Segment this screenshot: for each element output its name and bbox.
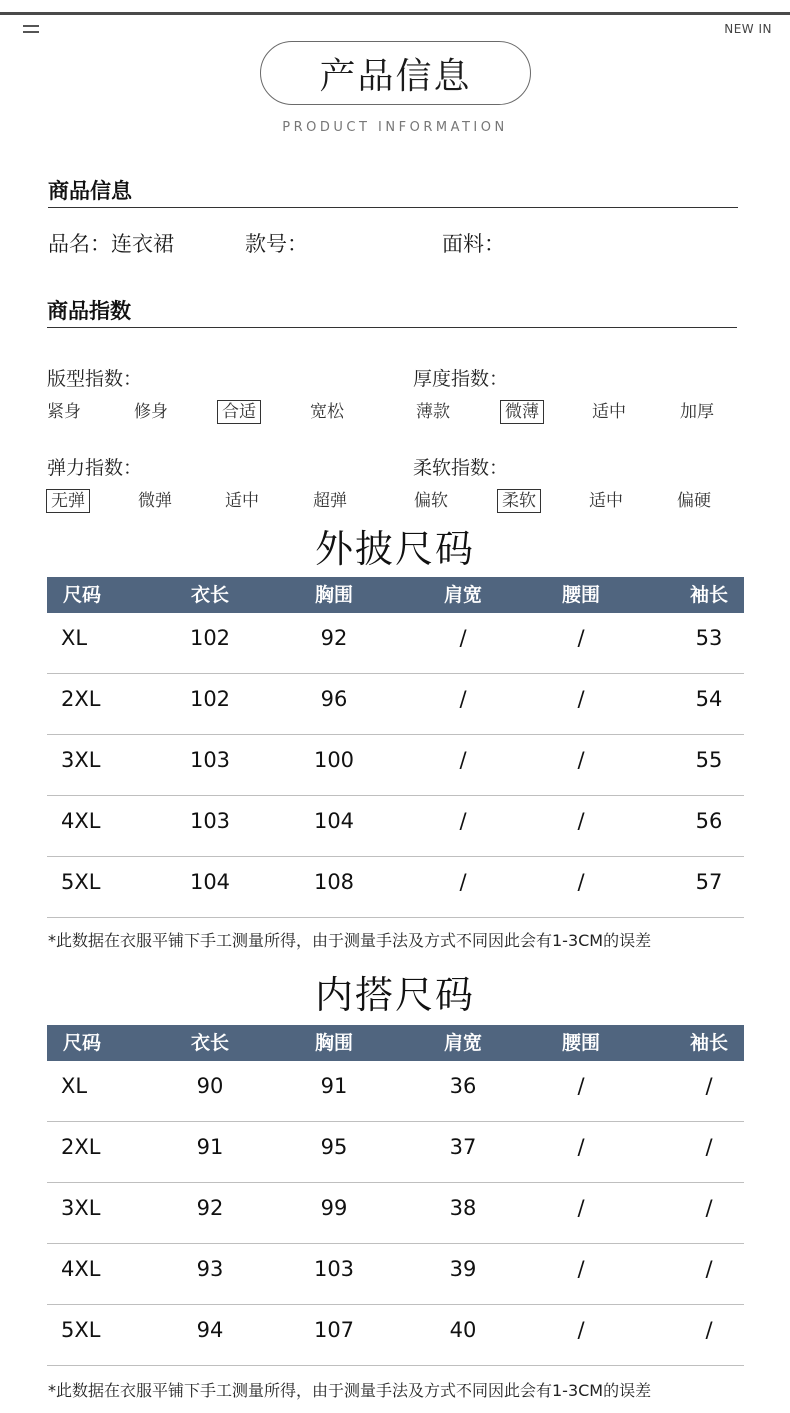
fabric: 面料： <box>442 232 505 256</box>
measurement-note: *此数据在衣服平铺下手工测量所得，由于测量手法及方式不同因此会有1-3CM的误差 <box>48 1381 652 1400</box>
column-header: 肩宽 <box>443 1032 482 1054</box>
outer-size-title: 外披尺码 <box>314 527 475 571</box>
column-header: 肩宽 <box>443 584 482 606</box>
table-cell: 40 <box>449 1318 477 1342</box>
column-header: 腰围 <box>561 584 600 606</box>
elasticity-option: 超弹 <box>313 491 347 511</box>
inner-size-title: 内搭尺码 <box>314 973 475 1017</box>
table-cell: 4XL <box>61 809 101 833</box>
table-cell: 92 <box>196 1196 224 1220</box>
softness-option-selected: 柔软 <box>497 489 541 513</box>
divider <box>47 327 737 328</box>
column-header: 尺码 <box>62 584 101 606</box>
table-cell: / <box>577 1196 585 1220</box>
table-row <box>47 674 744 735</box>
table-header <box>47 577 744 613</box>
table-cell: 90 <box>196 1074 224 1098</box>
thickness-option-selected: 微薄 <box>500 400 544 424</box>
table-cell: 93 <box>196 1257 224 1281</box>
column-header: 衣长 <box>190 1032 229 1054</box>
table-cell: 39 <box>449 1257 477 1281</box>
table-cell: 37 <box>449 1135 477 1159</box>
table-cell: 99 <box>320 1196 348 1220</box>
column-header: 胸围 <box>314 1032 353 1054</box>
table-cell: / <box>577 687 585 711</box>
table-cell: 107 <box>313 1318 355 1342</box>
table-row <box>47 857 744 918</box>
table-cell: XL <box>61 626 88 650</box>
table-row <box>47 1244 744 1305</box>
table-header <box>47 1025 744 1061</box>
table-row <box>47 1183 744 1244</box>
table-cell: 2XL <box>61 687 101 711</box>
product-info-heading: 商品信息 <box>48 179 132 203</box>
elasticity-index-label: 弹力指数： <box>47 457 143 479</box>
thickness-option: 适中 <box>592 402 626 422</box>
fit-index-label: 版型指数： <box>47 368 143 390</box>
thickness-option: 加厚 <box>680 402 714 422</box>
table-cell: 56 <box>695 809 723 833</box>
page-subtitle: PRODUCT INFORMATION <box>282 120 508 135</box>
table-cell: 104 <box>189 870 231 894</box>
table-row <box>47 1061 744 1122</box>
table-cell: 53 <box>695 626 723 650</box>
table-cell: 96 <box>320 687 348 711</box>
table-row <box>47 613 744 674</box>
table-cell: / <box>577 809 585 833</box>
outer-size-table <box>47 577 744 918</box>
table-cell: 103 <box>189 809 231 833</box>
column-header: 尺码 <box>62 1032 101 1054</box>
fit-option-selected: 合适 <box>217 400 261 424</box>
fit-option: 修身 <box>134 402 168 422</box>
table-cell: 5XL <box>61 1318 101 1342</box>
table-cell: / <box>705 1318 713 1342</box>
table-cell: / <box>459 687 467 711</box>
table-cell: 103 <box>189 748 231 772</box>
table-cell: 55 <box>695 748 723 772</box>
table-cell: / <box>459 748 467 772</box>
table-cell: / <box>705 1257 713 1281</box>
fit-option: 紧身 <box>47 402 81 422</box>
table-cell: 38 <box>449 1196 477 1220</box>
table-cell: 102 <box>189 626 231 650</box>
table-cell: / <box>459 870 467 894</box>
softness-option: 偏硬 <box>677 491 711 511</box>
inner-size-table <box>47 1025 744 1366</box>
column-header: 腰围 <box>561 1032 600 1054</box>
table-cell: XL <box>61 1074 88 1098</box>
table-cell: 5XL <box>61 870 101 894</box>
menu-icon[interactable] <box>23 25 39 37</box>
table-cell: 3XL <box>61 748 101 772</box>
new-in-link[interactable]: NEW IN <box>724 22 772 36</box>
table-cell: / <box>705 1135 713 1159</box>
page-title: 产品信息 <box>260 41 531 105</box>
table-cell: / <box>577 1257 585 1281</box>
softness-option: 偏软 <box>414 491 448 511</box>
table-cell: 3XL <box>61 1196 101 1220</box>
table-cell: 92 <box>320 626 348 650</box>
elasticity-option-selected: 无弹 <box>46 489 90 513</box>
column-header: 袖长 <box>689 584 728 606</box>
measurement-note: *此数据在衣服平铺下手工测量所得，由于测量手法及方式不同因此会有1-3CM的误差 <box>48 931 652 950</box>
fit-option: 宽松 <box>310 402 344 422</box>
table-cell: / <box>577 1135 585 1159</box>
thickness-index-label: 厚度指数： <box>413 368 509 390</box>
table-cell: 91 <box>196 1135 224 1159</box>
table-cell: 36 <box>449 1074 477 1098</box>
elasticity-option: 适中 <box>225 491 259 511</box>
table-row <box>47 1305 744 1366</box>
table-cell: / <box>459 809 467 833</box>
table-cell: 2XL <box>61 1135 101 1159</box>
product-info-row <box>48 228 738 258</box>
table-cell: / <box>577 748 585 772</box>
column-header: 袖长 <box>689 1032 728 1054</box>
table-cell: 108 <box>313 870 355 894</box>
table-row <box>47 1122 744 1183</box>
table-cell: 4XL <box>61 1257 101 1281</box>
table-cell: / <box>577 1318 585 1342</box>
product-index-heading: 商品指数 <box>47 299 131 323</box>
table-row <box>47 796 744 857</box>
column-header: 胸围 <box>314 584 353 606</box>
elasticity-option: 微弹 <box>138 491 172 511</box>
table-cell: 91 <box>320 1074 348 1098</box>
thickness-option: 薄款 <box>416 402 450 422</box>
table-cell: / <box>577 1074 585 1098</box>
product-name: 品名：连衣裙 <box>48 232 174 256</box>
table-cell: / <box>577 626 585 650</box>
table-cell: / <box>577 870 585 894</box>
table-cell: 94 <box>196 1318 224 1342</box>
divider <box>48 207 738 208</box>
table-cell: 100 <box>313 748 355 772</box>
table-cell: 54 <box>695 687 723 711</box>
table-cell: 95 <box>320 1135 348 1159</box>
table-cell: / <box>705 1196 713 1220</box>
table-cell: 57 <box>695 870 723 894</box>
top-bar <box>0 12 790 15</box>
table-cell: 104 <box>313 809 355 833</box>
softness-option: 适中 <box>589 491 623 511</box>
table-row <box>47 735 744 796</box>
table-cell: / <box>705 1074 713 1098</box>
column-header: 衣长 <box>190 584 229 606</box>
style-number: 款号： <box>245 232 308 256</box>
table-cell: 103 <box>313 1257 355 1281</box>
softness-index-label: 柔软指数： <box>413 457 509 479</box>
table-cell: 102 <box>189 687 231 711</box>
table-cell: / <box>459 626 467 650</box>
